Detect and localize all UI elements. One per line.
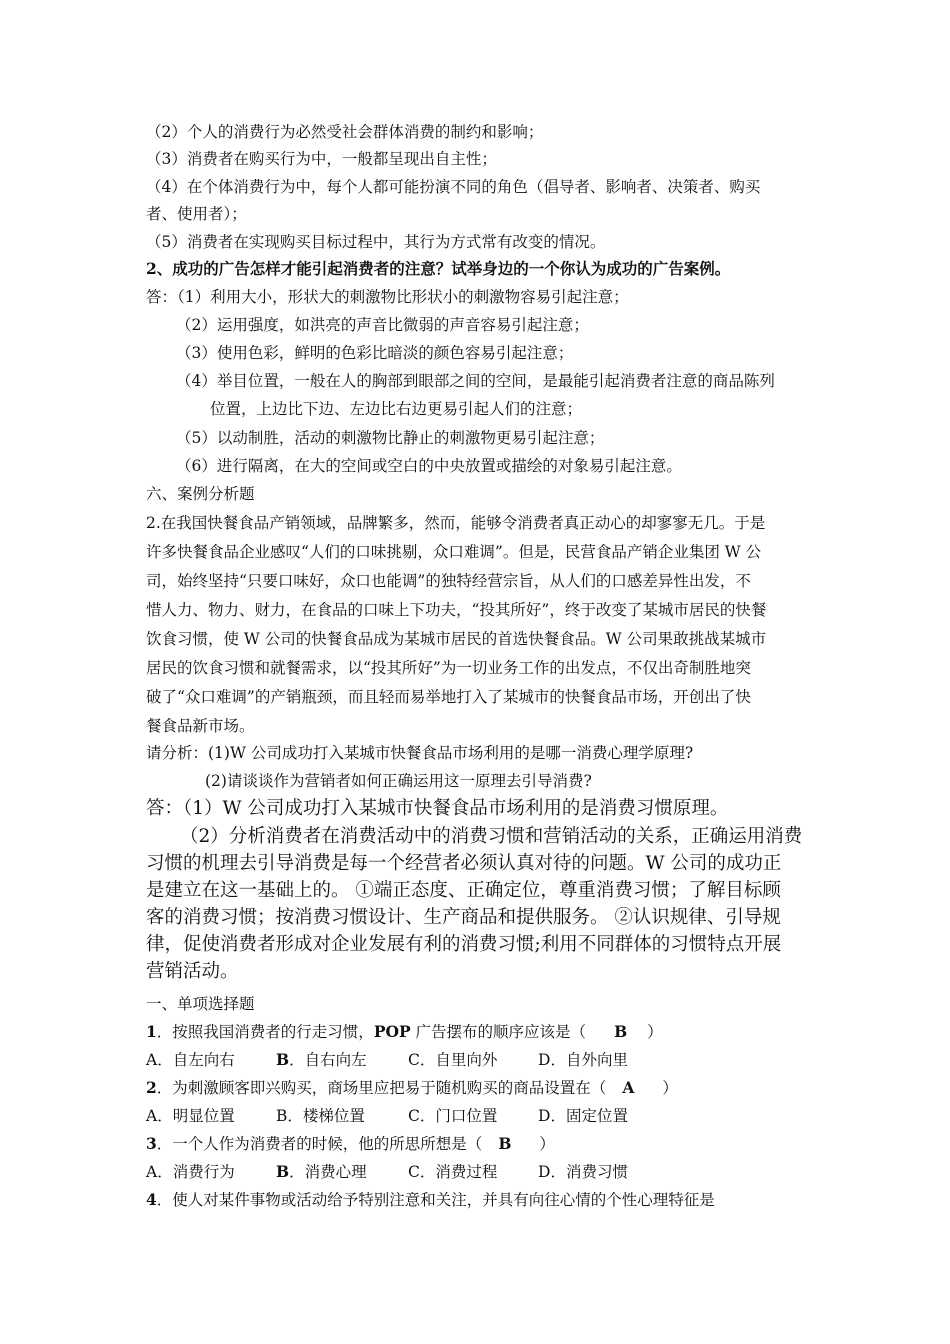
question-number: 3 bbox=[146, 1134, 157, 1153]
analysis-question: (2)请谈谈作为营销者如何正确运用这一原理去引导消费? bbox=[205, 772, 592, 790]
case-text-line: 破了“众口难调”的产销瓶颈，而且轻而易举地打入了某城市的快餐食品市场，开创出了快 bbox=[146, 688, 751, 706]
answer-line: （6）进行隔离，在大的空间或空白的中央放置或描绘的对象易引起注意。 bbox=[176, 457, 682, 475]
option-d: D．固定位置 bbox=[538, 1107, 628, 1125]
option-d: D．自外向里 bbox=[538, 1051, 628, 1069]
text-line: （3）消费者在购买行为中，一般都呈现出自主性； bbox=[146, 150, 497, 168]
answer-letter: B bbox=[498, 1134, 512, 1153]
question-text: ．一个人作为消费者的时候，他的所思所想是（ bbox=[156, 1135, 483, 1153]
question-stem bbox=[146, 1189, 814, 1211]
text-line: 者、使用者）； bbox=[146, 205, 247, 223]
text-line: （5）消费者在实现购买目标过程中，其行为方式常有改变的情况。 bbox=[146, 233, 606, 251]
answer-line: （5）以动制胜，活动的刺激物比静止的刺激物更易引起注意； bbox=[176, 429, 605, 447]
answer-bracket-close: ） bbox=[647, 1023, 663, 1041]
option-row bbox=[146, 1105, 814, 1127]
answer-bracket-close: ） bbox=[662, 1079, 678, 1097]
answer-line: 位置，上边比下边、左边比右边更易引起人们的注意； bbox=[210, 400, 583, 418]
analysis-question: 请分析：(1)W 公司成功打入某城市快餐食品市场利用的是哪一消费心理学原理? bbox=[146, 744, 694, 762]
option-row bbox=[146, 1049, 814, 1071]
answer-letter: B bbox=[614, 1022, 628, 1041]
option-b: B．自右向左 bbox=[276, 1050, 367, 1069]
text-line: （4）在个体消费行为中，每个人都可能扮演不同的角色（倡导者、影响者、决策者、购买 bbox=[146, 178, 761, 196]
answer-line: （2）运用强度，如洪亮的声音比微弱的声音容易引起注意； bbox=[176, 316, 589, 334]
case-text-line: 饮食习惯，使 W 公司的快餐食品成为某城市居民的首选快餐食品。W 公司果敢挑战某城市 bbox=[146, 630, 767, 648]
question-text: ．使人对某件事物或活动给予特别注意和关注，并具有向往心情的个性心理特征是 bbox=[156, 1191, 715, 1209]
question-text-bold: POP bbox=[373, 1022, 411, 1041]
analysis-answer-line: 客的消费习惯；按消费习惯设计、生产商品和提供服务。 ②认识规律、引导规 bbox=[146, 907, 781, 928]
analysis-answer-line: 习惯的机理去引导消费是每一个经营者必须认真对待的问题。W 公司的成功正 bbox=[146, 853, 782, 874]
analysis-answer-line: 营销活动。 bbox=[146, 961, 239, 982]
option-b: B．楼梯位置 bbox=[276, 1107, 365, 1125]
question-number: 4 bbox=[146, 1190, 157, 1209]
answer-letter: A bbox=[622, 1078, 635, 1097]
option-a: A．明显位置 bbox=[146, 1107, 235, 1125]
option-a: A．自左向右 bbox=[146, 1051, 235, 1069]
answer-bracket-close: ） bbox=[539, 1135, 555, 1153]
case-text-line: 餐食品新市场。 bbox=[146, 717, 255, 735]
analysis-answer-line: 答：（1）W 公司成功打入某城市快餐食品市场利用的是消费习惯原理。 bbox=[146, 798, 729, 819]
question-stem bbox=[146, 1077, 814, 1099]
case-text-line: 许多快餐食品企业感叹“人们的口味挑剔，众口难调”。但是，民营食品产销企业集团 W 公 bbox=[146, 543, 762, 561]
option-c: C．消费过程 bbox=[408, 1163, 498, 1181]
option-c: C．门口位置 bbox=[408, 1107, 498, 1125]
analysis-answer-line: （2）分析消费者在消费活动中的消费习惯和营销活动的关系，正确运用消费 bbox=[180, 826, 803, 847]
question-stem bbox=[146, 1133, 814, 1155]
analysis-answer-line: 律，促使消费者形成对企业发展有利的消费习惯;利用不同群体的习惯特点开展 bbox=[146, 934, 782, 955]
option-c: C．自里向外 bbox=[408, 1051, 498, 1069]
answer-line: （4）举目位置，一般在人的胸部到眼部之间的空间，是最能引起消费者注意的商品陈列 bbox=[176, 372, 775, 390]
case-text-line: 居民的饮食习惯和就餐需求，以“投其所好”为一切业务工作的出发点，不仅出奇制胜地突 bbox=[146, 659, 751, 677]
option-row bbox=[146, 1161, 814, 1183]
analysis-answer-line: 是建立在这一基础上的。 ①端正态度、正确定位，尊重消费习惯；了解目标顾 bbox=[146, 880, 781, 901]
question-text: ．为刺激顾客即兴购买，商场里应把易于随机购买的商品设置在（ bbox=[156, 1079, 607, 1097]
question-number: 2 bbox=[146, 1078, 157, 1097]
question-number: 1 bbox=[146, 1022, 157, 1041]
option-d: D．消费习惯 bbox=[538, 1163, 628, 1181]
question-stem bbox=[146, 1021, 814, 1043]
option-b: B．消费心理 bbox=[276, 1162, 367, 1181]
section-heading: 六、案例分析题 bbox=[146, 485, 255, 503]
answer-line: 答：（1）利用大小，形状大的刺激物比形状小的刺激物容易引起注意； bbox=[146, 288, 629, 306]
case-text-line: 司，始终坚持“只要口味好，众口也能调”的独特经营宗旨，从人们的口感差异性出发，不 bbox=[146, 572, 751, 590]
case-text-line: 惜人力、物力、财力，在食品的口味上下功夫，“投其所好”，终于改变了某城市居民的快餐 bbox=[146, 601, 767, 619]
question-text: 广告摆布的顺序应该是（ bbox=[410, 1023, 587, 1041]
question-text: ．按照我国消费者的行走习惯， bbox=[156, 1023, 374, 1041]
question-heading: 2、成功的广告怎样才能引起消费者的注意？试举身边的一个你认为成功的广告案例。 bbox=[146, 259, 731, 278]
section-heading: 一、单项选择题 bbox=[146, 995, 255, 1013]
text-line: （2）个人的消费行为必然受社会群体消费的制约和影响； bbox=[146, 123, 544, 141]
answer-line: （3）使用色彩，鲜明的色彩比暗淡的颜色容易引起注意； bbox=[176, 344, 574, 362]
option-a: A．消费行为 bbox=[146, 1163, 235, 1181]
case-text-line: 2.在我国快餐食品产销领域，品牌繁多，然而，能够令消费者真正动心的却寥寥无几。于是 bbox=[146, 514, 766, 532]
